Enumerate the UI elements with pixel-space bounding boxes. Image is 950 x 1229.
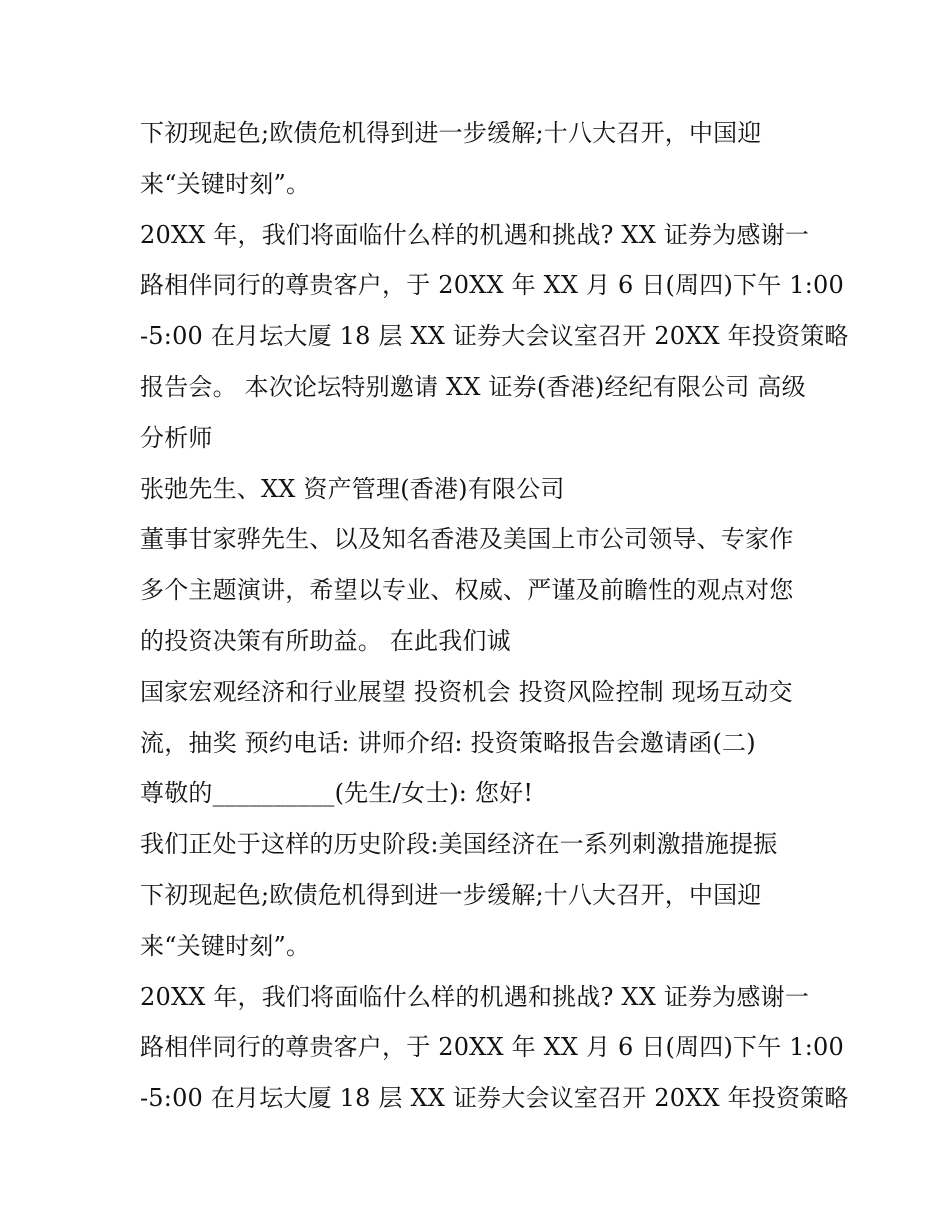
- text-line: 分析师: [140, 423, 213, 452]
- text-line: 张弛先生、XX 资产管理(香港)有限公司: [140, 474, 565, 503]
- text-line: 多个主题演讲，希望以专业、权威、严谨及前瞻性的观点对您: [140, 576, 794, 605]
- text-line: 我们正处于这样的历史阶段:美国经济在一系列刺激措施提振: [140, 830, 778, 859]
- text-line: 流，抽奖 预约电话: 讲师介绍: 投资策略报告会邀请函(二): [140, 728, 756, 757]
- text-line: 20XX 年，我们将面临什么样的机遇和挑战? XX 证券为感谢一: [140, 982, 810, 1011]
- text-line: 路相伴同行的尊贵客户，于 20XX 年 XX 月 6 日(周四)下午 1:00: [140, 1033, 844, 1062]
- text-line: -5:00 在月坛大厦 18 层 XX 证券大会议室召开 20XX 年投资策略: [140, 322, 849, 351]
- text-line: 20XX 年，我们将面临什么样的机遇和挑战? XX 证券为感谢一: [140, 220, 810, 249]
- text-line: 国家宏观经济和行业展望 投资机会 投资风险控制 现场互动交: [140, 677, 793, 706]
- text-line: 报告会。 本次论坛特别邀请 XX 证券(香港)经纪有限公司 高级: [140, 372, 806, 401]
- text-line: 的投资决策有所助益。 在此我们诚: [140, 626, 511, 655]
- text-line: 董事甘家骅先生、以及知名香港及美国上市公司领导、专家作: [140, 525, 794, 554]
- text-line: 来“关键时刻”。: [140, 169, 311, 198]
- text-line: 来“关键时刻”。: [140, 931, 311, 960]
- text-line: 下初现起色;欧债危机得到进一步缓解;十八大召开，中国迎: [140, 880, 762, 909]
- text-line: 尊敬的__________(先生/女士): 您好!: [140, 779, 534, 808]
- document-body: [140, 108, 849, 1124]
- text-line: 路相伴同行的尊贵客户，于 20XX 年 XX 月 6 日(周四)下午 1:00: [140, 271, 844, 300]
- text-line: 下初现起色;欧债危机得到进一步缓解;十八大召开，中国迎: [140, 119, 762, 147]
- text-line: -5:00 在月坛大厦 18 层 XX 证券大会议室召开 20XX 年投资策略: [140, 1084, 849, 1113]
